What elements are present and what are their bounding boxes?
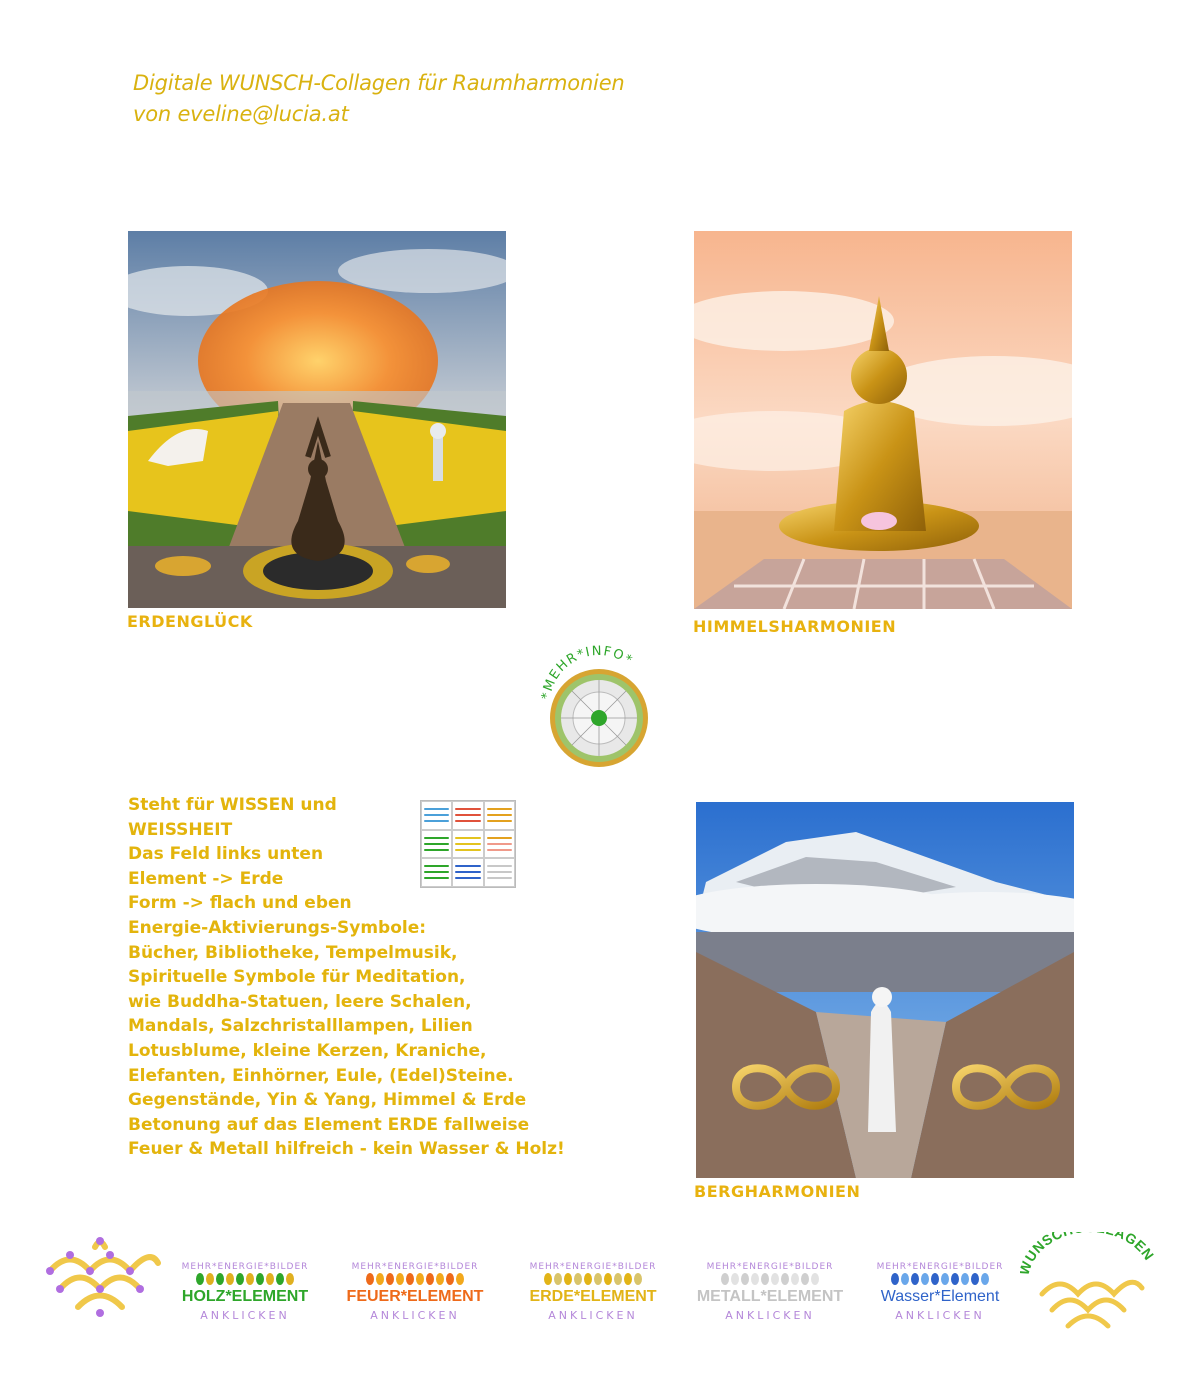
element-cta: ANKLICKEN	[370, 1309, 460, 1322]
erde-decor-icons	[513, 1273, 673, 1287]
collage-bergharmonien-caption: BERGHARMONIEN	[694, 1182, 861, 1201]
bagua-grid-thumbnail[interactable]	[420, 800, 516, 888]
metall-decor-icons	[690, 1273, 850, 1287]
element-name: ERDE*ELEMENT	[529, 1288, 657, 1305]
collage-erdenglueck-caption: ERDENGLÜCK	[127, 612, 253, 631]
wunschcollagen-logo[interactable]	[1020, 1232, 1160, 1336]
description-line: Spirituelle Symbole für Meditation,	[128, 967, 466, 988]
description-line: Mandals, Salzchristalllampen, Lilien	[128, 1016, 473, 1037]
holz-element-link[interactable]	[165, 1262, 325, 1334]
element-subtitle: MEHR*ENERGIE*BILDER	[351, 1262, 479, 1272]
svg-text:WUNSCHCOLLAGEN	[1020, 1232, 1157, 1277]
element-cta: ANKLICKEN	[895, 1309, 985, 1322]
wunschcollagen-logo-text: UNSC AGEN	[1021, 1232, 1158, 1265]
element-cta: ANKLICKEN	[725, 1309, 815, 1322]
description-line: Das Feld links unten	[128, 844, 324, 865]
element-subtitle: MEHR*ENERGIE*BILDER	[181, 1262, 309, 1272]
description-line: WEISSHEIT	[128, 819, 233, 840]
description-line: Energie-Aktivierungs-Symbole:	[128, 917, 427, 938]
wasser-element-link[interactable]	[860, 1262, 1020, 1334]
description-line: Form -> flach und eben	[128, 893, 352, 914]
collage-bergharmonien-image[interactable]	[696, 802, 1074, 1178]
author-email: von eveline@lucia.at	[133, 102, 349, 126]
collage-himmelsharmonien-caption: HIMMELSHARMONIEN	[693, 617, 897, 636]
element-cta: ANKLICKEN	[200, 1309, 290, 1322]
element-name: Wasser*Element	[880, 1288, 1000, 1305]
holz-decor-icons	[165, 1273, 325, 1287]
erde-element-link[interactable]	[513, 1262, 673, 1334]
element-subtitle: MEHR*ENERGIE*BILDER	[706, 1262, 834, 1272]
mehr-info-label: *MEHR*INFO*	[539, 643, 636, 701]
mehr-info-badge[interactable]	[536, 640, 662, 770]
collage-erdenglueck-image[interactable]	[128, 231, 506, 608]
element-subtitle: MEHR*ENERGIE*BILDER	[876, 1262, 1004, 1272]
description-text	[128, 793, 648, 1162]
element-name: FEUER*ELEMENT	[346, 1288, 484, 1305]
description-line: Element -> Erde	[128, 868, 284, 889]
element-name: METALL*ELEMENT	[696, 1288, 844, 1305]
description-line: Bücher, Bibliotheke, Tempelmusik,	[128, 942, 458, 963]
flower-lattice-logo	[40, 1233, 162, 1323]
element-subtitle: MEHR*ENERGIE*BILDER	[529, 1262, 657, 1272]
feuer-element-link[interactable]	[335, 1262, 495, 1334]
element-cta: ANKLICKEN	[548, 1309, 638, 1322]
description-line: Steht für WISSEN und	[128, 795, 337, 815]
description-line: Gegenstände, Yin & Yang, Himmel & Erde	[128, 1090, 527, 1111]
wasser-decor-icons	[860, 1273, 1020, 1287]
feuer-decor-icons	[335, 1273, 495, 1287]
description-line: Elefanten, Einhörner, Eule, (Edel)Steine.	[128, 1065, 514, 1086]
description-line: Lotusblume, kleine Kerzen, Kraniche,	[128, 1040, 487, 1061]
collage-himmelsharmonien-image[interactable]	[694, 231, 1072, 609]
description-line: Feuer & Metall hilfreich - kein Wasser & Holz!	[128, 1139, 565, 1160]
description-line: wie Buddha-Statuen, leere Schalen,	[128, 991, 472, 1012]
metall-element-link[interactable]	[690, 1262, 850, 1334]
page-title: Digitale WUNSCH-Collagen für Raumharmonien	[133, 71, 625, 95]
description-line: Betonung auf das Element ERDE fallweise	[128, 1114, 530, 1135]
element-name: HOLZ*ELEMENT	[181, 1288, 309, 1305]
